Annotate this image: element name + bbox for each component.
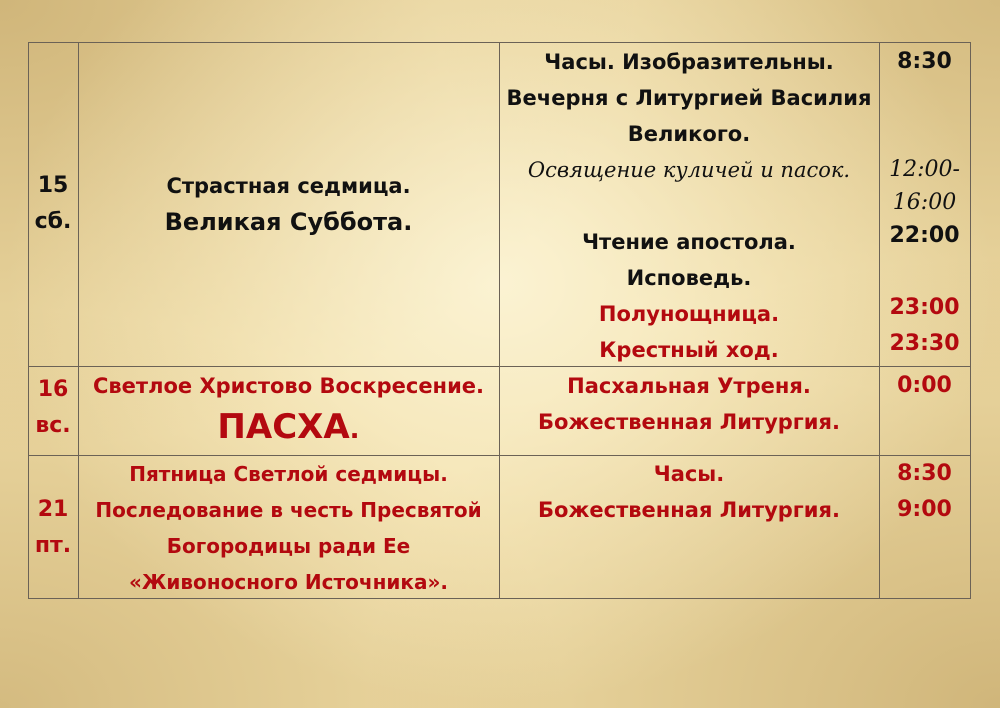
day-number: 21 (37, 497, 69, 522)
event-cell (78, 168, 499, 240)
day-number: 16 (37, 377, 69, 402)
times-cell (879, 44, 970, 362)
services-cell (499, 368, 879, 440)
day-number: 15 (37, 173, 69, 198)
service-line: Исповедь. (626, 266, 752, 290)
event-subtitle: Великая Суббота. (164, 208, 413, 236)
service-line: Божественная Литургия. (538, 498, 840, 522)
service-time: 22:00 (889, 223, 960, 248)
table-row-date (28, 492, 78, 564)
service-time: 16:00 (892, 190, 957, 215)
event-line: Последование в честь Пресвятой (95, 498, 482, 522)
event-title: Светлое Христово Воскресение. (92, 374, 485, 398)
weekday: пт. (34, 533, 72, 558)
service-line: Освящение куличей и пасок. (527, 158, 851, 182)
service-line: Пасхальная Утреня. (567, 374, 811, 398)
service-time: 0:00 (897, 373, 952, 398)
service-line: Великого. (627, 122, 751, 146)
weekday: сб. (34, 209, 72, 234)
service-line: Полунощница. (598, 302, 780, 326)
weekday: вс. (35, 413, 71, 438)
services-cell (499, 456, 879, 528)
service-time: 23:30 (889, 331, 960, 356)
services-cell (499, 44, 879, 368)
times-cell (879, 456, 970, 528)
easter-title: ПАСХА (217, 407, 350, 447)
service-line: Чтение апостола. (582, 230, 796, 254)
service-line: Божественная Литургия. (538, 410, 840, 434)
service-time: 8:30 (897, 49, 952, 74)
service-time: 9:00 (897, 497, 952, 522)
service-time: 23:00 (889, 295, 960, 320)
event-title: Страстная седмица. (166, 174, 411, 198)
times-cell (879, 368, 970, 404)
table-row-date (28, 168, 78, 240)
service-time: 12:00- (889, 157, 960, 182)
service-time: 8:30 (897, 461, 952, 486)
easter-title-dot: . (349, 415, 360, 445)
table-border-right (970, 42, 971, 599)
event-title: Пятница Светлой седмицы. (129, 462, 448, 486)
service-line: Крестный ход. (599, 338, 779, 362)
table-row-date (28, 372, 78, 444)
event-cell (78, 456, 499, 600)
event-cell (78, 368, 499, 456)
service-line: Часы. Изобразительны. (544, 50, 834, 74)
event-line: «Живоносного Источника». (128, 570, 448, 594)
event-line: Богородицы ради Ее (166, 534, 411, 558)
service-line: Часы. (653, 462, 725, 486)
service-line: Вечерня с Литургией Василия (506, 86, 872, 110)
table-border-top (28, 42, 971, 43)
